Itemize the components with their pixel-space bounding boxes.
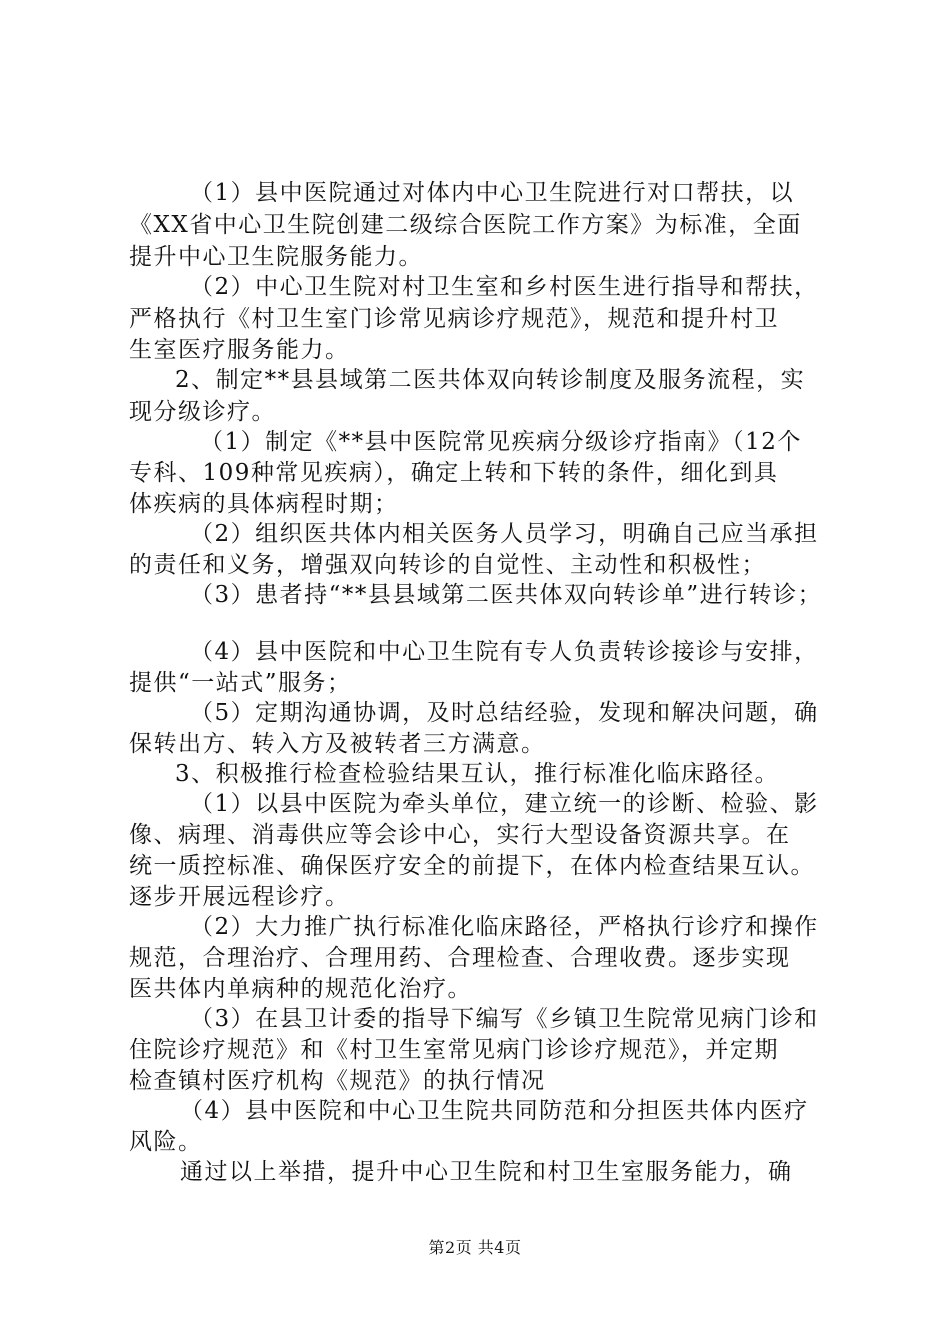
text-line: 风险。 [129, 1129, 203, 1155]
text-line: 住院诊疗规范》和《村卫生室常见病门诊诊疗规范》，并定期 [129, 1037, 779, 1063]
text-line: （2）大力推广执行标准化临床路径，严格执行诊疗和操作 [190, 914, 819, 940]
text-line: （1）以县中医院为牵头单位，建立统一的诊断、检验、影 [190, 791, 819, 817]
text-line: 像、病理、消毒供应等会诊中心，实行大型设备资源共享。在 [129, 822, 791, 848]
text-line: 提供“一站式”服务； [129, 670, 352, 696]
text-line: 3、积极推行检查检验结果互认，推行标准化临床路径。 [175, 761, 780, 787]
text-line: 提升中心卫生院服务能力。 [129, 244, 423, 270]
text-line: 现分级诊疗。 [129, 399, 276, 425]
text-line: 通过以上举措，提升中心卫生院和村卫生室服务能力，确 [180, 1159, 793, 1185]
text-line: 保转出方、转入方及被转者三方满意。 [129, 731, 546, 757]
page-number-footer: 第2页 共4页 [428, 1238, 522, 1257]
text-line: （4）县中医院和中心卫生院共同防范和分担医共体内医疗 [180, 1098, 809, 1124]
text-line: 体疾病的具体病程时期； [129, 491, 399, 517]
text-line: 的责任和义务，增强双向转诊的自觉性、主动性和积极性； [129, 552, 766, 578]
text-line: （4）县中医院和中心卫生院有专人负责转诊接诊与安排， [190, 639, 819, 665]
text-line: （3）患者持“**县县域第二医共体双向转诊单”进行转诊； [190, 582, 823, 608]
text-line: 专科、109种常见疾病），确定上转和下转的条件，细化到具 [129, 460, 779, 486]
text-line: （1）制定《**县中医院常见疾病分级诊疗指南》（12个 [200, 429, 802, 455]
text-line: 《XX省中心卫生院创建二级综合医院工作方案》为标准，全面 [129, 212, 802, 238]
text-line: 规范，合理治疗、合理用药、合理检查、合理收费。逐步实现 [129, 945, 791, 971]
text-line: 严格执行《村卫生室门诊常见病诊疗规范》，规范和提升村卫 [129, 306, 779, 332]
text-line: 医共体内单病种的规范化治疗。 [129, 976, 472, 1002]
text-line: （5）定期沟通协调，及时总结经验，发现和解决问题，确 [190, 700, 819, 726]
text-line: （1）县中医院通过对体内中心卫生院进行对口帮扶，以 [190, 180, 795, 206]
text-line: （2）组织医共体内相关医务人员学习，明确自己应当承担 [190, 521, 819, 547]
text-line: 生室医疗服务能力。 [129, 337, 350, 363]
text-line: （3）在县卫计委的指导下编写《乡镇卫生院常见病门诊和 [190, 1006, 819, 1032]
text-line: 逐步开展远程诊疗。 [129, 884, 350, 910]
text-line: （2）中心卫生院对村卫生室和乡村医生进行指导和帮扶， [190, 274, 819, 300]
text-line: 2、制定**县县域第二医共体双向转诊制度及服务流程，实 [175, 367, 806, 393]
text-line: 检查镇村医疗机构《规范》的执行情况 [129, 1068, 546, 1094]
text-line: 统一质控标准、确保医疗安全的前提下，在体内检查结果互认。 [129, 853, 815, 879]
